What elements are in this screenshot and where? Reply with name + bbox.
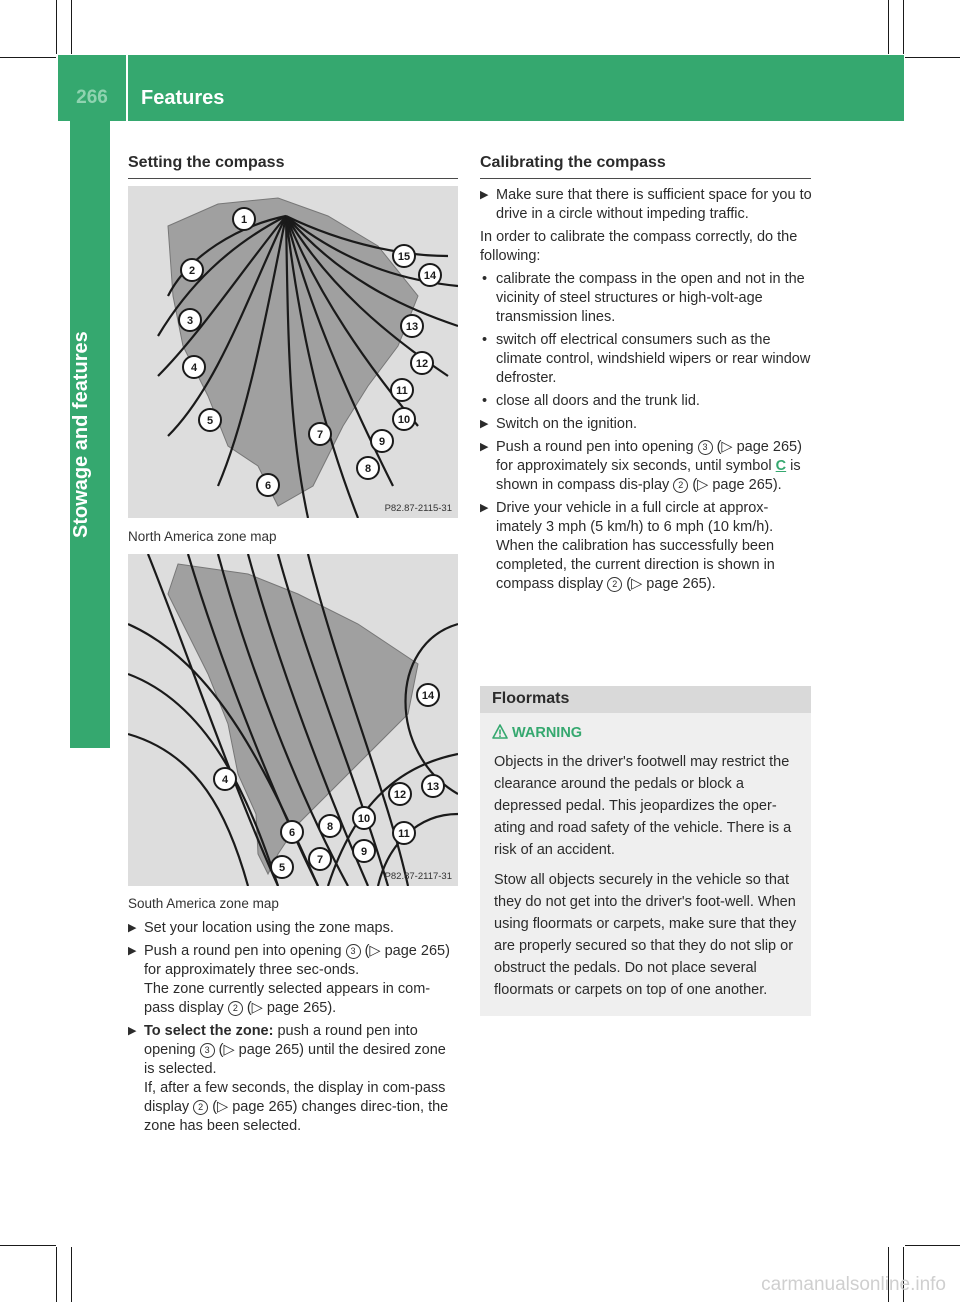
crop-mark [905,1245,960,1246]
figure-reference: P82.87-2117-31 [384,871,452,882]
zone-label: 4 [190,362,198,374]
zone-label: 13 [426,781,440,793]
step-text: (▷ page 265) for approximately three sec-onds. [144,943,450,978]
crop-mark [71,1247,72,1302]
step-text: The zone currently selected appears in com-pass display [144,981,431,1016]
step-text: Drive your vehicle in a full circle at approx-imately 3 mph (5 km/h) to 6 mph (10 km/h). [496,500,774,535]
step-item [128,919,460,938]
bullet-text: close all doors and the trunk lid. [496,393,700,409]
warning-triangle-icon [492,724,508,740]
callout-number: 3 [698,440,713,455]
callout-number: 2 [673,478,688,493]
zone-label: 14 [423,270,437,282]
warning-box [480,713,811,1016]
zone-label: 12 [393,789,407,801]
crop-mark [71,0,72,54]
watermark: carmanualsonline.info [761,1274,946,1295]
step-text: push a round pen into opening [144,1023,418,1058]
step-text: (▷ page 265). [692,477,782,493]
header-divider [126,55,128,121]
step-text: (▷ page 265). [242,1000,337,1016]
callout-number: 2 [607,577,622,592]
zone-label: 8 [364,463,372,475]
step-item [128,1022,460,1136]
bullet-text: switch off electrical consumers such as the climate control, windshield wipers or rear window defroster. [496,332,811,386]
zone-label: 12 [415,358,429,370]
zone-label: 14 [421,690,435,702]
zone-label: 7 [316,854,324,866]
step-item [480,438,812,495]
step-text: When the calibration has successfully been completed, the current direction is shown in compass display [496,538,775,592]
step-bold-label: To select the zone: [144,1023,274,1039]
callout-number: 2 [228,1001,243,1016]
compass-calibration-symbol: C [775,458,787,474]
bullet-item [480,270,812,327]
warning-heading [494,725,582,741]
zone-label: 8 [326,821,334,833]
zone-label: 4 [221,774,229,786]
zone-label: 11 [398,828,410,840]
section-title-setting-compass: Setting the compass [128,154,285,171]
step-text: (▷ page 265) for approximately six seconds, until symbol [496,439,802,474]
step-text: Push a round pen into opening [144,943,346,959]
section-title-calibrating-compass: Calibrating the compass [480,154,666,171]
step-item [480,499,812,594]
crop-mark [56,1247,57,1302]
bullet-item [480,392,812,411]
section-rule [128,178,458,179]
zone-label: 1 [240,214,248,226]
step-text: If, after a few seconds, the display in com-pass display [144,1080,446,1115]
crop-mark [905,57,960,58]
setting-steps [128,919,460,1140]
page-number: 266 [76,87,108,108]
step-text: (▷ page 265) changes direc-tion, the zone has been selected. [144,1099,449,1134]
step-text: Push a round pen into opening [496,439,694,455]
zone-label: 9 [360,846,368,858]
warning-body [494,751,800,1009]
page-header [58,55,904,121]
map-caption-north: North America zone map [128,529,277,544]
callout-number: 3 [346,944,361,959]
step-text: is shown in compass dis-play [496,458,801,493]
zone-label: 5 [206,415,214,427]
crop-mark [56,0,57,54]
zone-label: 10 [357,813,371,825]
warning-label: WARNING [512,725,583,741]
zone-label: 13 [405,321,419,333]
zone-label: 9 [378,436,386,448]
step-text: Make sure that there is sufficient space for you to drive in a circle without impeding traffic. [496,187,812,222]
north-america-zone-map [128,186,458,518]
bullet-item [480,331,812,388]
step-text: (▷ page 265). [626,576,716,592]
step-text: (▷ page 265) until the desired zone is selected. [144,1042,446,1077]
crop-mark [0,1245,56,1246]
intro-text: In order to calibrate the compass correctly, do the following: [480,229,798,264]
step-text: Switch on the ignition. [496,416,638,432]
floormats-title: Floormats [492,690,570,707]
map-caption-south: South America zone map [128,896,279,911]
crop-mark [0,57,56,58]
floormats-heading [480,686,811,713]
zone-label: 6 [264,480,272,492]
zone-label: 2 [188,265,196,277]
zone-label: 11 [396,385,408,397]
zone-label: 7 [316,429,324,441]
section-rule [480,178,811,179]
figure-reference: P82.87-2115-31 [384,503,452,514]
bullet-text: calibrate the compass in the open and not in the vicinity of steel structures or high-volt-age transmission lines. [496,271,805,325]
south-america-zone-map [128,554,458,886]
step-item [480,186,812,224]
callout-number: 3 [200,1043,215,1058]
zone-label: 6 [288,827,296,839]
warning-paragraph: Stow all objects securely in the vehicle so that they do not get into the driver's foot-well. When using floormats or carpets, make sure that they are properly secured so that they do not slip or obstruct the pedals. Do not place several floormats or carpets on top of one another. [494,872,797,998]
step-item [128,942,460,1018]
step-item [480,415,812,434]
zone-label: 15 [397,251,411,263]
chapter-tab [70,121,110,748]
zone-label: 5 [278,862,286,874]
chapter-tab-label: Stowage and features [70,331,92,538]
zone-label: 10 [397,414,411,426]
calibration-steps [480,186,812,598]
step-text: Set your location using the zone maps. [144,920,394,936]
page-title: Features [141,87,225,109]
warning-paragraph: Objects in the driver's footwell may restrict the clearance around the pedals or block a depressed pedal. This jeopardizes the oper-ating and road safety of the vehicle. There is a risk of an accident. [494,754,792,858]
crop-mark [888,0,889,54]
crop-mark [903,0,904,54]
callout-number: 2 [193,1100,208,1115]
zone-label: 3 [186,315,194,327]
